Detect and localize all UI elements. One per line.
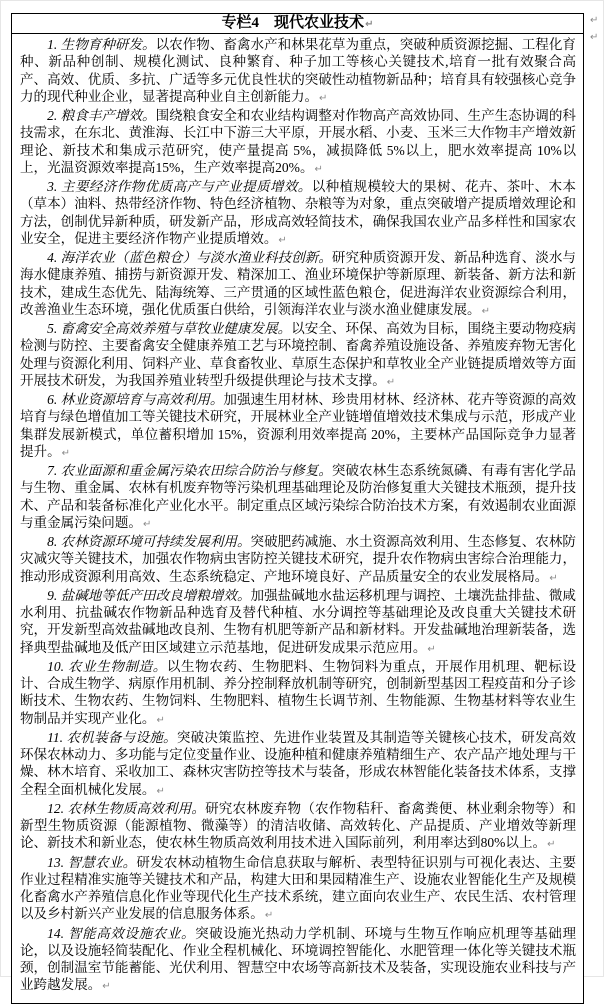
paragraph-lead: 11. 农机装备与设施。	[47, 729, 177, 745]
paragraph-lead: 13. 智慧农业。	[47, 854, 137, 870]
paragraph-2	[20, 107, 576, 178]
paragraph-7	[20, 462, 576, 533]
paragraph-text: 加强速生用材林、珍贵用材林、经济林、花卉等资源的高效培育与绿色增值加工等关键技术研究，开展林业全产业链增值增效技术集成与示范，形成产业集群发展新模式，单位蓄积增加 15%，资源利用效率提高 20%，主要林产品国际竞争力显著提升。	[20, 392, 576, 459]
paragraph-9	[20, 587, 576, 658]
paragraph-mark: ↵	[365, 19, 374, 30]
paragraph-mark: ↵	[386, 376, 396, 388]
table-row-end-mark: ↵	[590, 15, 599, 26]
paragraph-lead: 1. 生物育种研发。	[47, 37, 156, 52]
paragraph-text: 加强盐碱地水盐运移机理与调控、土壤洗盐排盐、微咸水利用、抗盐碱农作物新品种选育及替代种植、水分调控等基础理论及改良重大关键技术研究，开发新型高效盐碱地改良剂、生物有机肥等新产品和新材料。开发盐碱地治理新装备，选择典型盐碱地及低产田区域建立示范基地，促进研发成果示范应用。	[20, 587, 576, 655]
table-row-end-mark: ↵	[590, 32, 599, 43]
paragraph-mark: ↵	[547, 839, 556, 851]
paragraph-lead: 4. 海洋农业（蓝色粮仓）与淡水渔业科技创新。	[47, 250, 332, 265]
paragraph-5	[20, 320, 576, 391]
paragraph-mark: ↵	[481, 305, 490, 317]
box-title-text: 专栏4 现代农业技术	[221, 15, 365, 31]
paragraph-3	[20, 178, 576, 249]
paragraph-mark: ↵	[264, 910, 274, 922]
paragraph-lead: 9. 盐碱地等低产田改良增粮增效。	[47, 587, 251, 603]
paragraph-text: 以种植规模较大的果树、花卉、茶叶、木本（草本）油料、热带经济作物、特色经济植物、杂粮等为对象，重点突破增产提质增效理论和方法，创制优异新种质，研发新产品，形成高效轻简技术，确保我国农业产品多样性和国家农业安全，促进主要经济作物产业提质增效。	[20, 179, 576, 246]
paragraph-text: 突破肥药减施、水土资源高效利用、生态修复、农林防灾减灾等关键技术，加强农作物病虫害防控关键技术研究，提升农作物病虫害综合治理能力，推动形成资源利用高效、生态系统稳定、产地环境良好、产品质量安全的农业发展格局。	[20, 534, 576, 584]
paragraph-mark: ↵	[102, 981, 111, 993]
paragraph-lead: 6. 林业资源培育与高效利用。	[47, 392, 224, 407]
paragraph-lead: 12. 农林生物质高效利用。	[47, 800, 206, 816]
column-box-table	[11, 13, 584, 1004]
paragraph-text: 突破农林生态系统氮磷、有毒有害化学品与生物、重金属、农林有机废弃物等污染机理基础理论及防治修复重大关键技术瓶颈，提升技术、产品和装备标准化产业化水平。制定重点区域污染综合防治技术方案，有效遏制农业面源与重金属污染问题。	[20, 463, 576, 530]
paragraph-11	[20, 729, 576, 800]
paragraph-lead: 2. 粮食丰产增效。	[47, 108, 156, 123]
box-title-row	[12, 14, 583, 34]
paragraph-1	[20, 36, 576, 107]
paragraph-text: 围绕粮食安全和农业结构调整对作物高产高效协同、生产生态协调的科技需求，在东北、黄淮海、长江中下游三大平原，开展水稻、小麦、玉米三大作物丰产增效新理论、新技术和集成示范研究，使产量提高 5%，减损降低 5%以上，肥水效率提高 10%以上，光温资源效率提高15%，生产效率提高20%。	[20, 108, 576, 175]
paragraph-text: 以安全、环保、高效为目标，围绕主要动物疫病检测与防控、主要畜禽安全健康养殖工艺与环境控制、畜禽养殖设施设备、养殖废弃物无害化处理与资源化利用、饲料产业、草食畜牧业、草原生态保护和草牧业全产业链提质增效等方面开展技术研发，为我国养殖业转型升级提供理论与技术支撑。	[20, 321, 576, 388]
paragraph-mark: ↵	[314, 163, 323, 175]
paragraph-12	[20, 800, 576, 854]
paragraph-text: 研究种质资源开发、新品种选育、淡水与海水健康养殖、捕捞与新资源开发、精深加工、渔业环境保护等新原理、新装备、新方法和新技术，建成生态优先、陆海统筹、三产贯通的区域性蓝色粮仓，促进海洋农业资源综合利用，改善渔业生态环境，强化优质蛋白供给，引领海洋农业与淡水渔业健康发展。	[20, 250, 576, 317]
paragraph-text: 研发农林动植物生命信息获取与解析、表型特征识别与可视化表达、主要作业过程精准实施等关键技术和产品，构建大田和果园精准生产、设施农业智能化生产及规模化畜禽水产养殖信息化作业等现代化生产技术系统，建立面向农业生产、农民生活、农村管理以及乡村新兴产业发展的信息服务体系。	[20, 854, 576, 922]
paragraph-10	[20, 658, 576, 729]
paragraph-mark: ↵	[427, 643, 436, 655]
paragraph-mark: ↵	[156, 714, 165, 726]
paragraph-mark: ↵	[156, 785, 165, 797]
paragraph-14	[20, 925, 576, 996]
paragraph-lead: 8. 农林资源环境可持续发展利用。	[47, 534, 251, 549]
box-body-cell	[12, 34, 583, 1003]
paragraph-lead: 5. 畜禽安全高效养殖与草牧业健康发展。	[47, 321, 292, 336]
paragraph-text: 突破设施光热动力学机制、环境与生物互作响应机理等基础理论，以及设施轻简装配化、作业全程机械化、环境调控智能化、水肥管理一体化等关键技术瓶颈，创制温室节能蓄能、光伏利用、智慧空中农场等高新技术及装备，实现设施农业科技与产业跨越发展。	[20, 925, 576, 993]
paragraph-13	[20, 854, 576, 925]
paragraph-text: 以生物农药、生物肥料、生物饲料为重点，开展作用机理、靶标设计、合成生物学、病原作用机制、养分控制释放机制等研究，创制新型基因工程疫苗和分子诊断技术、生物农药、生物饲料、生物肥料、植物生长调节剂、生物能源、生物基材料等农业生物制品并实现产业化。	[20, 658, 576, 726]
paragraph-text: 研究农林废弃物（农作物秸秆、畜禽粪便、林业剩余物等）和新型生物质资源（能源植物、微藻等）的清洁收储、高效转化、产品提质、产业增效等新理论、新技术和新业态，使农林生物质高效利用技术进入国际前列，利用率达到80%以上。	[20, 800, 576, 851]
paragraph-mark: ↵	[61, 447, 71, 459]
paragraph-lead: 10. 农业生物制造。	[47, 658, 167, 674]
paragraph-text: 以农作物、畜禽水产和林果花草为重点，突破种质资源挖掘、工程化育种、新品种创制、规模化测试、良种繁育、种子加工等核心关键技术,培育一批有效聚合高产、高效、优质、多抗、广适等多元优良性状的突破性动植物新品种；培育具有较强核心竞争力的现代种业企业，显著提高种业自主创新能力。	[20, 37, 576, 104]
paragraph-8	[20, 533, 576, 587]
paragraph-4	[20, 249, 576, 320]
paragraph-mark: ↵	[319, 92, 328, 104]
paragraph-text: 突破决策监控、先进作业装置及其制造等关键核心技术，研发高效环保农林动力、多功能与定位变量作业、设施种植和健康养殖精细生产、农产品产地处理与干燥、林木培育、采收加工、森林灾害防控等技术与装备，形成农林智能化装备技术体系，支撑全程全面机械化发展。	[20, 729, 576, 797]
paragraph-6	[20, 391, 576, 462]
paragraph-lead: 14. 智能高效设施农业。	[47, 925, 196, 941]
paragraph-mark: ↵	[142, 518, 152, 530]
paragraph-mark: ↵	[549, 572, 558, 584]
paragraph-lead: 7. 农业面源和重金属污染农田综合防治与修复。	[47, 463, 332, 478]
paragraph-lead: 3. 主要经济作物优质高产与产业提质增效。	[47, 179, 312, 194]
paragraph-mark: ↵	[278, 234, 287, 246]
